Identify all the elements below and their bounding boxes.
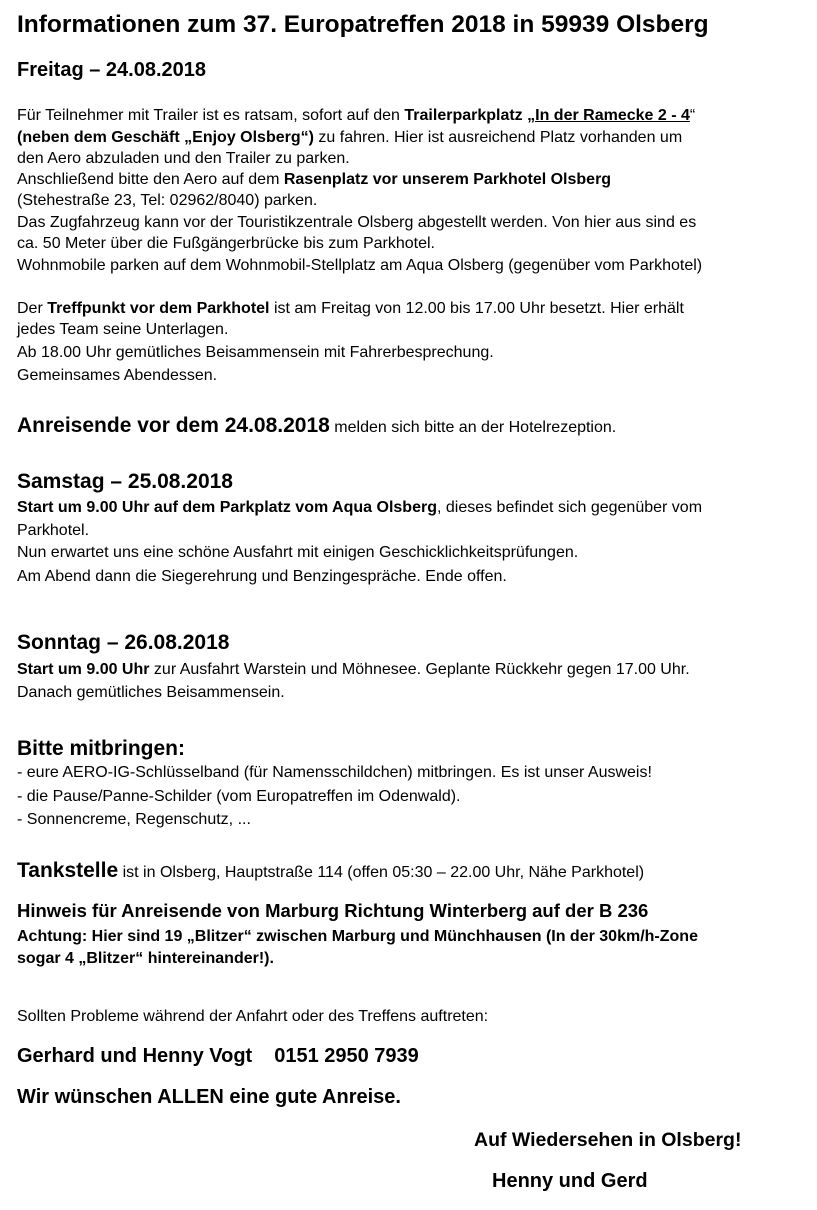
bring-list-item: - die Pause/Panne-Schilder (vom Europatreffen im Odenwald). <box>17 788 461 805</box>
friday-meeting-line: Der Treffpunkt vor dem Parkhotel ist am Freitag von 12.00 bis 17.00 Uhr besetzt. Hier erhält <box>17 300 684 317</box>
bring-list-item: - eure AERO-IG-Schlüsselband (für Namensschildchen) mitbringen. Es ist unser Ausweis! <box>17 764 652 781</box>
page-title: Informationen zum 37. Europatreffen 2018 in 59939 Olsberg <box>17 11 709 38</box>
friday-text-line: Anschließend bitte den Aero auf dem Rasenplatz vor unserem Parkhotel Olsberg <box>17 171 612 188</box>
friday-meeting-line: Gemeinsames Abendessen. <box>17 367 218 384</box>
notice-heading: Hinweis für Anreisende von Marburg Richtung Winterberg auf der B 236 <box>17 900 649 921</box>
notice-warning-line: Achtung: Hier sind 19 „Blitzer“ zwischen Marburg und Münchhausen (In der 30km/h-Zone <box>17 928 698 945</box>
friday-text-line: Für Teilnehmer mit Trailer ist es ratsam, sofort auf den Trailerparkplatz „In der Ramecke 2 - 4“ <box>17 107 696 124</box>
gas-station-line: Tankstelle ist in Olsberg, Hauptstraße 114 (offen 05:30 – 22.00 Uhr, Nähe Parkhotel) <box>17 859 645 882</box>
notice-warning-line: sogar 4 „Blitzer“ hintereinander!). <box>17 950 274 967</box>
friday-meeting-line: jedes Team seine Unterlagen. <box>17 321 229 338</box>
contact-names: Gerhard und Henny Vogt <box>17 1045 253 1067</box>
bring-heading: Bitte mitbringen: <box>17 737 185 760</box>
friday-text-line: (Stehestraße 23, Tel: 02962/8040) parken. <box>17 192 318 209</box>
friday-meeting-line: Ab 18.00 Uhr gemütliches Beisammensein mit Fahrerbesprechung. <box>17 344 494 361</box>
sunday-text-line: Danach gemütliches Beisammensein. <box>17 684 285 701</box>
saturday-heading: Samstag – 25.08.2018 <box>17 470 233 493</box>
sunday-text-line: Start um 9.00 Uhr zur Ausfahrt Warstein und Möhnesee. Geplante Rückkehr gegen 17.00 Uhr. <box>17 661 690 678</box>
problems-text: Sollten Probleme während der Anfahrt oder des Treffens auftreten: <box>17 1008 489 1025</box>
bring-list-item: - Sonnencreme, Regenschutz, ... <box>17 811 251 828</box>
friday-text-line: (neben dem Geschäft „Enjoy Olsberg“) zu fahren. Hier ist ausreichend Platz vorhanden um <box>17 129 683 146</box>
farewell-text: Auf Wiedersehen in Olsberg! <box>474 1129 742 1151</box>
wish-text: Wir wünschen ALLEN eine gute Anreise. <box>17 1086 401 1108</box>
friday-text-line: Das Zugfahrzeug kann vor der Touristikzentrale Olsberg abgestellt werden. Von hier aus sind es <box>17 214 697 231</box>
saturday-text-line: Start um 9.00 Uhr auf dem Parkplatz vom Aqua Olsberg, dieses befindet sich gegenüber vom <box>17 499 703 516</box>
saturday-text-line: Am Abend dann die Siegerehrung und Benzingespräche. Ende offen. <box>17 568 507 585</box>
early-arrival-line: Anreisende vor dem 24.08.2018 melden sich bitte an der Hotelrezeption. <box>17 414 617 437</box>
contact-line <box>17 1043 419 1069</box>
friday-text-line: ca. 50 Meter über die Fußgängerbrücke bis zum Parkhotel. <box>17 235 435 252</box>
signature-text: Henny und Gerd <box>492 1170 648 1192</box>
contact-phone: 0151 2950 7939 <box>274 1045 419 1067</box>
saturday-text-line: Nun erwartet uns eine schöne Ausfahrt mit einigen Geschicklichkeitsprüfungen. <box>17 544 579 561</box>
friday-text-line: den Aero abzuladen und den Trailer zu parken. <box>17 150 350 167</box>
friday-text-line: Wohnmobile parken auf dem Wohnmobil-Stellplatz am Aqua Olsberg (gegenüber vom Parkhotel) <box>17 257 703 274</box>
friday-heading: Freitag – 24.08.2018 <box>17 59 207 81</box>
sunday-heading: Sonntag – 26.08.2018 <box>17 631 230 654</box>
saturday-text-line: Parkhotel. <box>17 522 90 539</box>
